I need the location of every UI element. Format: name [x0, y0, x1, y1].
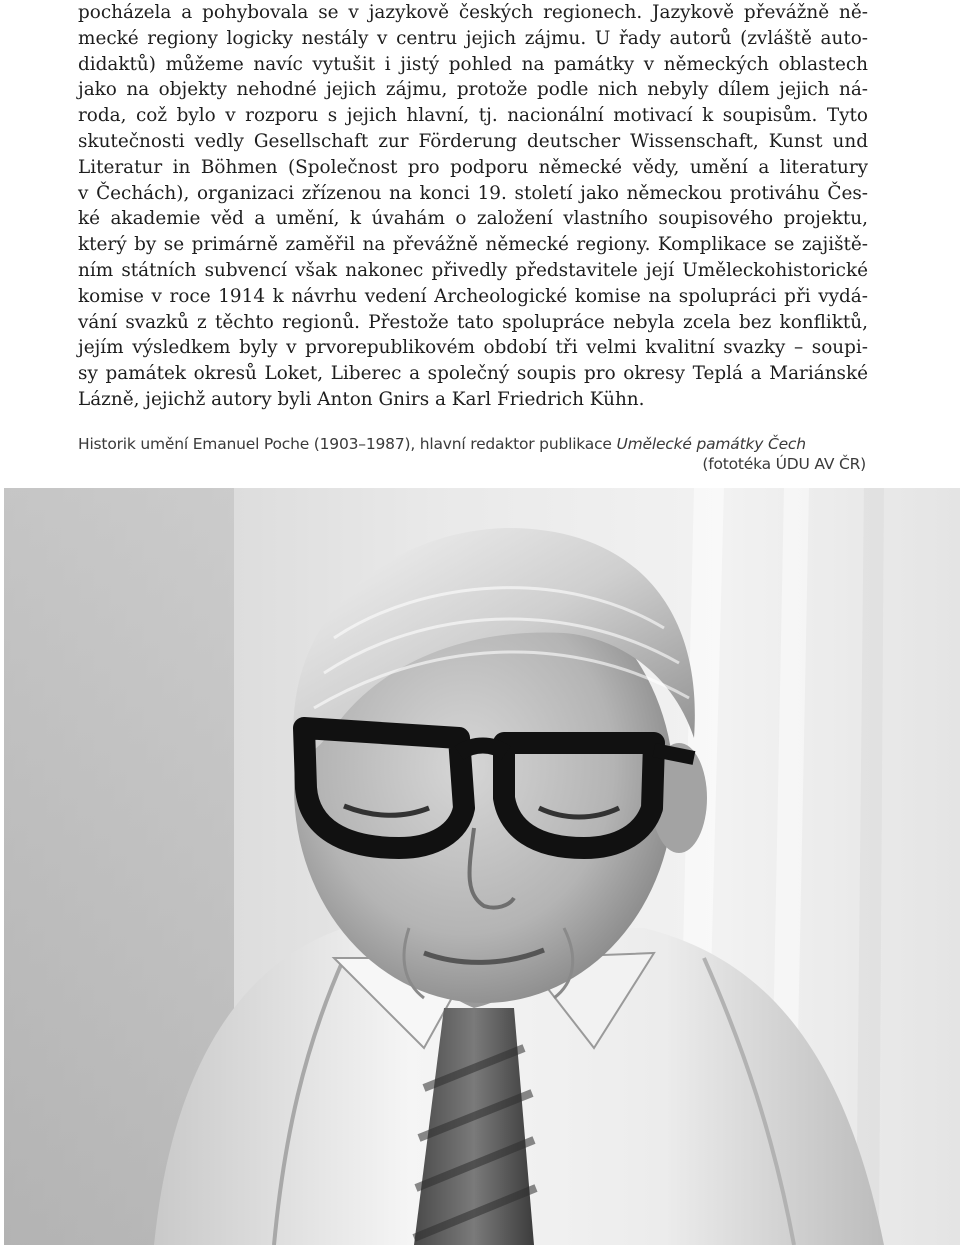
body-line: jejím výsledkem byly v prvorepublikovém období tři velmi kvalitní svazky – soupi- — [78, 337, 868, 359]
body-text — [78, 0, 868, 413]
body-line: který by se primárně zaměřil na převážně německé regiony. Komplikace se zajiště- — [78, 234, 868, 256]
body-line: ním státních subvencí však nakonec přivedly představitele její Uměleckohistorické — [78, 259, 868, 281]
photo-credit: (fototéka ÚDU AV ČR) — [702, 455, 866, 473]
body-line: sy památek okresů Loket, Liberec a společný soupis pro okresy Teplá a Mariánské — [78, 363, 868, 385]
body-line: vání svazků z těchto regionů. Přestože tato spolupráce nebyla zcela bez konfliktů, — [78, 311, 868, 333]
caption-text: Historik umění Emanuel Poche (1903–1987), hlavní redaktor publikace — [78, 435, 617, 453]
body-line: Lázně, jejichž autory byli Anton Gnirs a Karl Friedrich Kühn. — [78, 388, 645, 410]
body-line: pocházela a pohybovala se v jazykově českých regionech. Jazykově převážně ně- — [78, 2, 868, 23]
body-line: didaktů) můžeme navíc vytušit i jistý pohled na památky v německých oblastech — [78, 53, 868, 75]
body-line: skutečnosti vedly Gesellschaft zur Förderung deutscher Wissenschaft, Kunst und — [78, 130, 868, 152]
caption-publication-title: Umělecké památky Čech — [616, 435, 806, 453]
body-line: jako na objekty nehodné jejich zájmu, protože podle nich nebyly dílem jejich ná- — [78, 79, 868, 101]
portrait-photo — [4, 488, 960, 1245]
photo-caption — [78, 434, 866, 474]
body-line: mecké regiony logicky nestály v centru jejich zájmu. U řady autorů (zvláště auto- — [78, 27, 868, 49]
caption-line — [78, 434, 866, 454]
body-line: komise v roce 1914 k návrhu vedení Archeologické komise na spolupráci při vydá- — [78, 285, 868, 307]
body-line: roda, což bylo v rozporu s jejich hlavní, tj. nacionální motivací k soupisům. Tyto — [78, 105, 868, 127]
body-line: ké akademie věd a umění, k úvahám o založení vlastního soupisového projektu, — [78, 208, 868, 230]
body-line: Literatur in Böhmen (Společnost pro podporu německé vědy, umění a literatury — [78, 156, 868, 178]
portrait-illustration — [4, 488, 960, 1245]
body-line: v Čechách), organizaci zřízenou na konci 19. století jako německou protiváhu Čes- — [78, 182, 868, 204]
